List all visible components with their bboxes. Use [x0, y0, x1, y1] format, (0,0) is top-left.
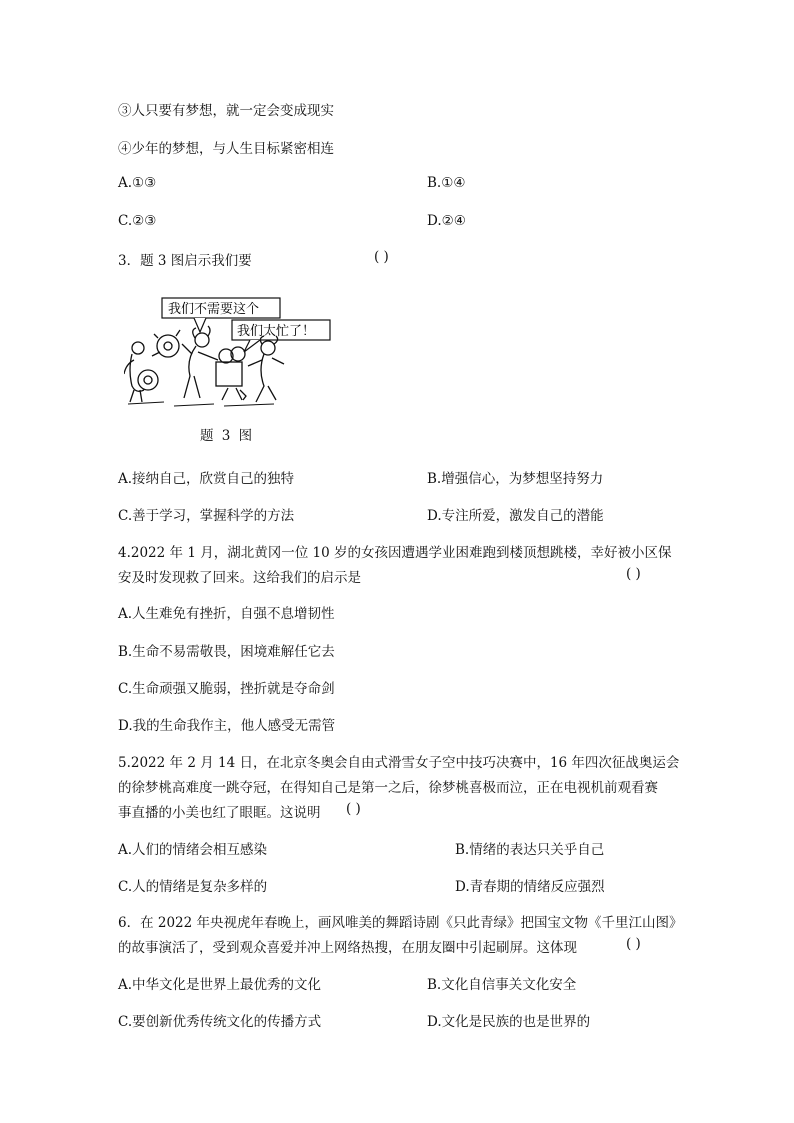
q3-answer-paren: ( ) — [374, 249, 389, 265]
q6-stem-line-1: 6．在 2022 年央视虎年春晚上，画风唯美的舞蹈诗剧《只此青绿》把国宝文物《千里江山图》 — [118, 915, 683, 931]
q2-option-c: C.②③ — [118, 213, 157, 229]
q5-stem-line-2: 的徐梦桃高难度一跳夺冠，在得知自己是第一之后，徐梦桃喜极而泣，正在电视机前观看赛 — [118, 780, 658, 796]
q3-stem: 3．题 3 图启示我们要 — [118, 253, 252, 269]
q5-option-d: D.青春期的情绪反应强烈 — [455, 879, 605, 895]
q3-option-d: D.专注所爱，激发自己的潜能 — [427, 508, 604, 524]
q2-option-d: D.②④ — [427, 213, 466, 229]
bubble-text-2: 我们太忙了！ — [237, 324, 316, 339]
bubble-text-1: 我们不需要这个 — [168, 302, 260, 317]
q2-statement-3: ③人只要有梦想，就一定会变成现实 — [118, 103, 334, 119]
q3-option-b: B.增强信心，为梦想坚持努力 — [427, 471, 604, 487]
q5-option-a: A.人们的情绪会相互感染 — [118, 842, 268, 858]
q6-answer-paren: ( ) — [626, 936, 641, 952]
q6-option-c: C.要创新优秀传统文化的传播方式 — [118, 1014, 322, 1030]
q5-stem-line-3: 事直播的小美也红了眼眶。这说明 — [118, 805, 321, 821]
q5-answer-paren: ( ) — [346, 801, 361, 817]
q3-option-a: A.接纳自己，欣赏自己的独特 — [118, 471, 295, 487]
q4-option-d: D.我的生命我作主，他人感受无需管 — [118, 718, 336, 734]
q6-stem-line-2: 的故事演活了，受到观众喜爱并冲上网络热搜，在朋友圈中引起刷屏。这体现 — [118, 940, 577, 956]
q6-option-d: D.文化是民族的也是世界的 — [427, 1014, 591, 1030]
q4-stem-line-1: 4.2022 年 1 月，湖北黄冈一位 10 岁的女孩因遭遇学业困难跑到楼顶想跳楼，幸好被小区保 — [118, 545, 672, 561]
q3-option-c: C.善于学习，掌握科学的方法 — [118, 508, 295, 524]
q3-cartoon-illustration — [124, 290, 334, 410]
q2-statement-4: ④少年的梦想，与人生目标紧密相连 — [118, 141, 334, 157]
cartoon-drawing — [124, 290, 334, 410]
q5-stem-line-1: 5.2022 年 2 月 14 日，在北京冬奥会自由式滑雪女子空中技巧决赛中，16 年四次征战奥运会 — [118, 755, 680, 771]
q6-option-b: B.文化自信事关文化安全 — [427, 977, 577, 993]
q4-option-b: B.生命不易需敬畏，困境难解任它去 — [118, 644, 335, 660]
q2-option-a: A.①③ — [118, 175, 157, 191]
q4-option-c: C.生命顽强又脆弱，挫折就是夺命剑 — [118, 681, 335, 697]
q2-option-b: B.①④ — [427, 175, 466, 191]
q4-stem-line-2: 安及时发现救了回来。这给我们的启示是 — [118, 570, 361, 586]
q5-option-c: C.人的情绪是复杂多样的 — [118, 879, 268, 895]
q4-option-a: A.人生难免有挫折，自强不息增韧性 — [118, 606, 335, 622]
q3-figure-caption: 题 3 图 — [200, 428, 255, 444]
q4-answer-paren: ( ) — [626, 566, 641, 582]
q5-option-b: B.情绪的表达只关乎自己 — [455, 842, 605, 858]
q6-option-a: A.中华文化是世界上最优秀的文化 — [118, 977, 322, 993]
